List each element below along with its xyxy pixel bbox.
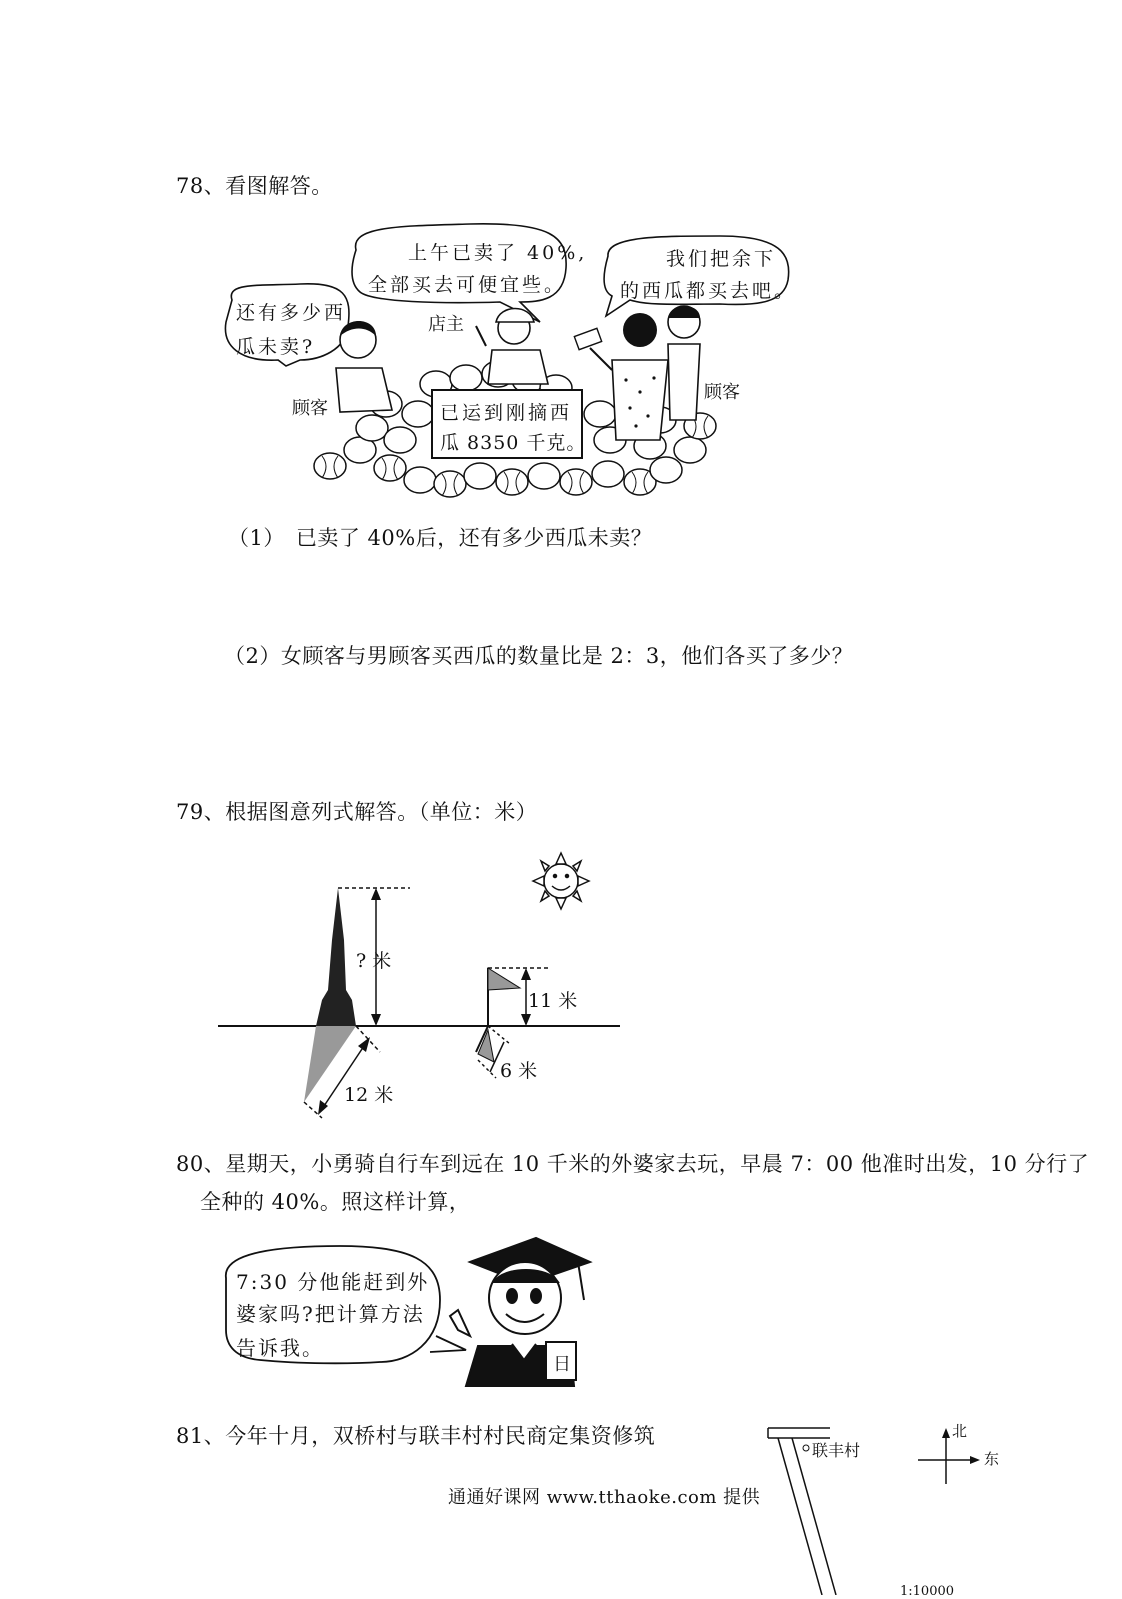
q81-village-label: 联丰村	[812, 1441, 861, 1460]
q79-flag-height-label: 11 米	[528, 990, 578, 1012]
q79-flag-shadow-label: 6 米	[500, 1060, 538, 1082]
q81-line1: 81、今年十月，双桥村与联丰村村民商定集资修筑	[176, 1424, 656, 1448]
q78-sub-question-2: （2）女顾客与男顾客买西瓜的数量比是 2：3，他们各买了多少？	[224, 644, 854, 668]
q78-sub-question-1: （1） 已卖了 40%后，还有多少西瓜未卖？	[228, 526, 653, 550]
q79-tower-shadow-label: 12 米	[344, 1084, 394, 1106]
q79-tower-height-label: ? 米	[356, 950, 392, 972]
page-footer: 通通好课网 www.tthaoke.com 提供	[448, 1487, 761, 1508]
q80-line1: 80、星期天，小勇骑自行车到远在 10 千米的外婆家去玩，早晨 7：00 他准时出发，10 分行了	[176, 1152, 1090, 1176]
q78-bubble-right-line1: 我们把余下	[666, 248, 777, 270]
q78-bubble-right-line2: 的西瓜都买去吧。	[620, 280, 797, 302]
q79-title: 79、根据图意列式解答。（单位：米）	[176, 800, 538, 824]
q78-title: 78、看图解答。	[176, 174, 333, 198]
q80-bubble-line1: 7:30 分他能赶到外	[236, 1270, 430, 1294]
q80-bubble-line2: 婆家吗?把计算方法	[236, 1302, 425, 1326]
q78-sign-line2: 瓜 8350 千克。	[440, 432, 587, 454]
q78-bubble-middle-line2: 全部买去可便宜些。	[368, 274, 567, 296]
q78-sign-line1: 已运到刚摘西	[440, 402, 573, 424]
q78-label-customer-right: 顾客	[704, 382, 740, 403]
q78-label-owner: 店主	[428, 314, 464, 335]
q81-east-label: 东	[984, 1450, 1000, 1468]
q80-bubble-line3: 告诉我。	[236, 1336, 324, 1360]
q81-scale-partial: 1:10000	[900, 1584, 955, 1599]
q78-bubble-left-line2: 瓜未卖?	[236, 336, 316, 358]
q78-label-customer-left: 顾客	[292, 398, 328, 419]
q80-line2: 全种的 40%。照这样计算，	[200, 1190, 471, 1214]
q78-bubble-middle-line1: 上午已卖了 40%,	[408, 242, 588, 264]
q81-north-label: 北	[952, 1422, 968, 1440]
q80-book-char: 日	[553, 1354, 571, 1375]
q78-bubble-left-line1: 还有多少西	[236, 302, 347, 324]
